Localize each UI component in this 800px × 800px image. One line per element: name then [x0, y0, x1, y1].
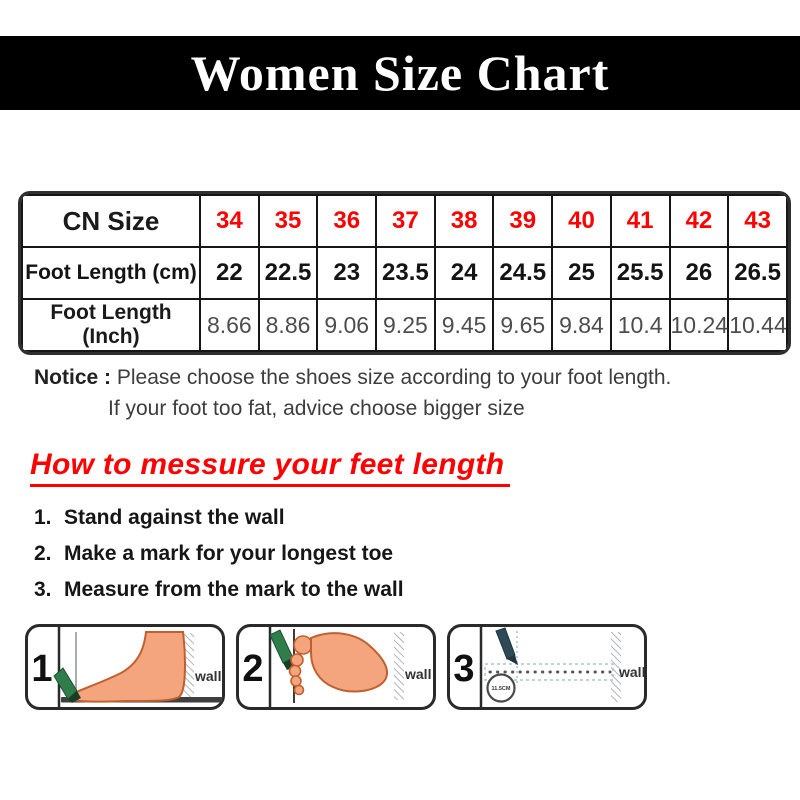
step-3-text: Measure from the mark to the wall — [64, 578, 404, 601]
panel-1-number: 1 — [31, 648, 53, 690]
notice-line2: If your foot too fat, advice choose bigger size — [108, 397, 525, 420]
cn-size-value: 42 — [670, 195, 729, 247]
measure-steps — [34, 506, 404, 614]
cell-value: 25.5 — [611, 247, 670, 299]
notice-block — [34, 362, 671, 424]
cell-value: 23 — [317, 247, 376, 299]
measurement-value: 11.5CM — [491, 686, 511, 692]
row-label: Foot Length (cm) — [22, 247, 200, 299]
size-table-header-row — [22, 195, 787, 247]
panel-2-number: 2 — [242, 648, 264, 690]
cn-size-value: 35 — [259, 195, 318, 247]
step-3-number: 3. — [34, 578, 52, 601]
step-2-number: 2. — [34, 542, 52, 565]
table-row — [22, 247, 787, 299]
cell-value: 26 — [670, 247, 729, 299]
cell-value: 26.5 — [728, 247, 787, 299]
title-banner — [0, 36, 800, 110]
cell-value: 9.65 — [493, 299, 552, 351]
cell-value: 24.5 — [493, 247, 552, 299]
step-2 — [34, 542, 404, 566]
cn-size-header: CN Size — [22, 195, 200, 247]
panel-1-side-foot-illustration — [25, 624, 225, 710]
cell-value: 24 — [435, 247, 494, 299]
cell-value: 23.5 — [376, 247, 435, 299]
cell-value: 9.25 — [376, 299, 435, 351]
wall-label-2: wall — [405, 666, 432, 682]
notice-label: Notice : — [34, 366, 112, 389]
row-label: Foot Length (Inch) — [22, 299, 200, 351]
cell-value: 9.45 — [435, 299, 494, 351]
step-3 — [34, 578, 404, 602]
panel-2-footprint-illustration — [236, 624, 436, 710]
panel-3-measure-illustration — [447, 624, 647, 710]
cell-value: 10.24 — [670, 299, 729, 351]
cn-size-value: 38 — [435, 195, 494, 247]
measure-heading: How to messure your feet length — [30, 448, 510, 487]
cell-value: 8.66 — [200, 299, 259, 351]
notice-line1 — [34, 362, 671, 393]
step-1-number: 1. — [34, 506, 52, 529]
cell-value: 22.5 — [259, 247, 318, 299]
cn-size-value: 36 — [317, 195, 376, 247]
cn-size-value: 43 — [728, 195, 787, 247]
cn-size-value: 39 — [493, 195, 552, 247]
cell-value: 22 — [200, 247, 259, 299]
wall-hatch — [394, 632, 404, 700]
step-1-text: Stand against the wall — [64, 506, 285, 529]
step-2-text: Make a mark for your longest toe — [64, 542, 394, 565]
wall-label-3: wall — [619, 664, 646, 680]
cell-value: 10.44 — [728, 299, 787, 351]
cell-value: 10.4 — [611, 299, 670, 351]
cell-value: 8.86 — [259, 299, 318, 351]
size-table — [18, 191, 791, 355]
cn-size-value: 34 — [200, 195, 259, 247]
panel-3-number: 3 — [453, 648, 475, 690]
notice-text1: Please choose the shoes size according to your foot length. — [116, 366, 672, 389]
cn-size-value: 41 — [611, 195, 670, 247]
cell-value: 9.84 — [552, 299, 611, 351]
measure-illustrations — [25, 624, 647, 710]
cell-value: 9.06 — [317, 299, 376, 351]
cn-size-value: 37 — [376, 195, 435, 247]
page-title: Women Size Chart — [190, 45, 610, 101]
cell-value: 25 — [552, 247, 611, 299]
cn-size-value: 40 — [552, 195, 611, 247]
step-1 — [34, 506, 404, 530]
wall-label-1: wall — [195, 668, 222, 684]
table-row — [22, 299, 787, 351]
